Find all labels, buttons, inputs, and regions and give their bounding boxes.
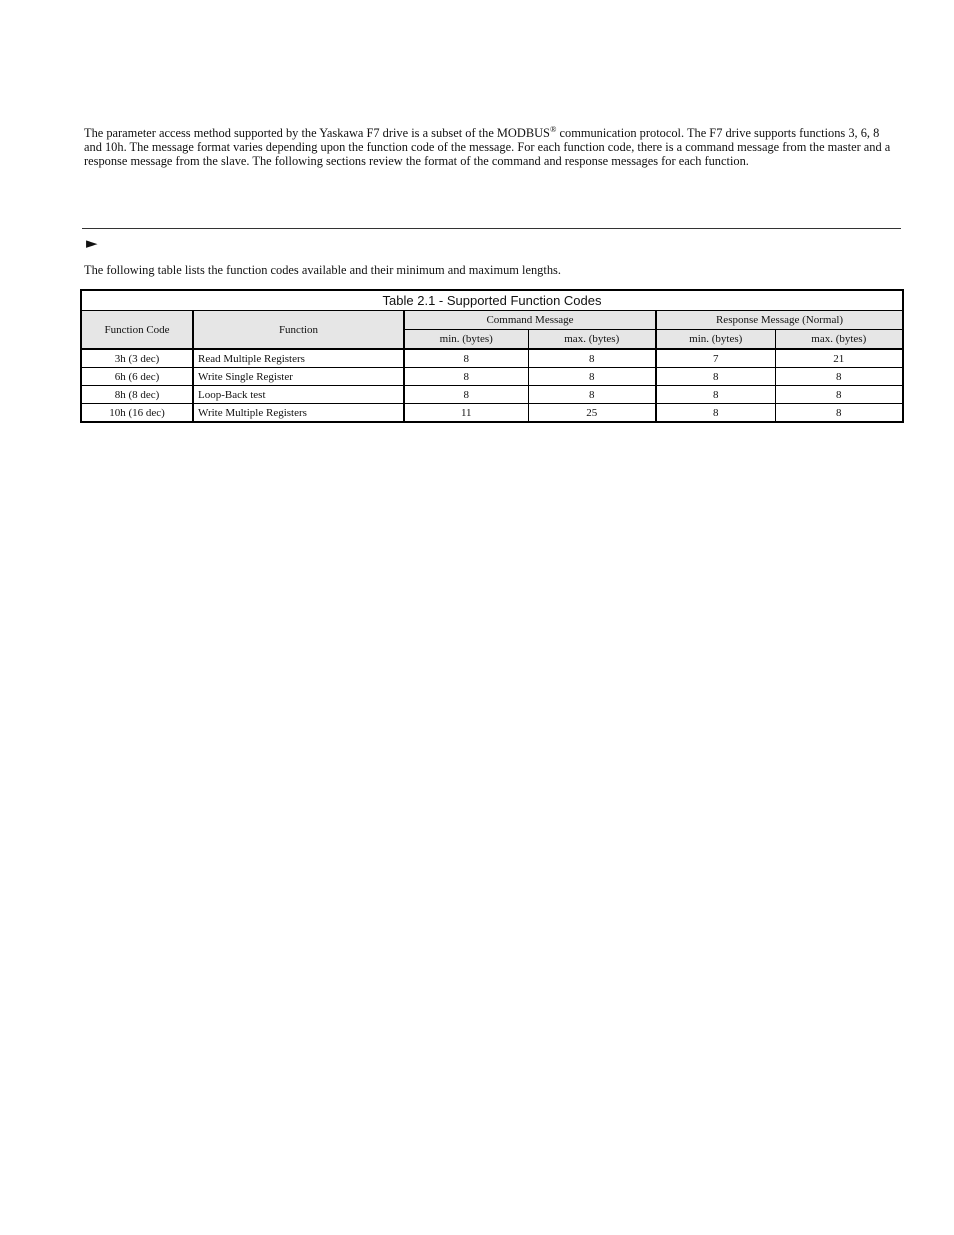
cell-function-code: 6h (6 dec) [81,368,193,386]
intro-paragraph [84,126,896,168]
header-function-code: Function Code [81,311,193,350]
cell-resp-min: 8 [656,368,775,386]
cell-resp-max: 8 [775,368,903,386]
cell-cmd-min: 8 [404,368,528,386]
cell-cmd-min: 8 [404,386,528,404]
table-row [81,368,903,386]
function-codes-table [80,289,904,423]
cell-function-name: Write Single Register [193,368,404,386]
section-divider [82,228,901,229]
header-response-message: Response Message (Normal) [656,311,903,330]
table-lead-text: The following table lists the function codes available and their minimum and maximum lengths. [84,263,561,277]
registered-mark: ® [549,124,557,134]
cell-function-code: 10h (16 dec) [81,404,193,423]
table-header-row-top [81,311,903,330]
table-caption-row [81,290,903,311]
cell-resp-min: 7 [656,349,775,368]
header-cmd-max: max. (bytes) [528,330,656,350]
cell-function-code: 3h (3 dec) [81,349,193,368]
header-cmd-min: min. (bytes) [404,330,528,350]
header-function: Function [193,311,404,350]
cell-function-name: Write Multiple Registers [193,404,404,423]
section-arrow-icon: ► [86,234,98,252]
cell-cmd-min: 11 [404,404,528,423]
cell-resp-max: 21 [775,349,903,368]
table-row [81,386,903,404]
table-caption: Table 2.1 - Supported Function Codes [81,290,903,311]
cell-function-name: Read Multiple Registers [193,349,404,368]
cell-cmd-min: 8 [404,349,528,368]
table-row [81,349,903,368]
cell-cmd-max: 25 [528,404,656,423]
cell-cmd-max: 8 [528,386,656,404]
header-command-message: Command Message [404,311,656,330]
cell-cmd-max: 8 [528,349,656,368]
cell-resp-min: 8 [656,404,775,423]
intro-text-end: communication protocol. The F7 drive supports functions 3, 6, 8 and 10h. The message format varies depending upon the function code of the message. For each function code, there is a command message from the master and a response message from the slave. The following sections review the format of the command and response messages for each function. [84,126,891,168]
cell-function-code: 8h (8 dec) [81,386,193,404]
header-resp-min: min. (bytes) [656,330,775,350]
cell-resp-max: 8 [775,404,903,423]
cell-resp-min: 8 [656,386,775,404]
cell-resp-max: 8 [775,386,903,404]
cell-cmd-max: 8 [528,368,656,386]
cell-function-name: Loop-Back test [193,386,404,404]
header-resp-max: max. (bytes) [775,330,903,350]
table-row [81,404,903,423]
intro-text-start: The parameter access method supported by the Yaskawa F7 drive is a subset of the MODBUS [84,126,550,140]
